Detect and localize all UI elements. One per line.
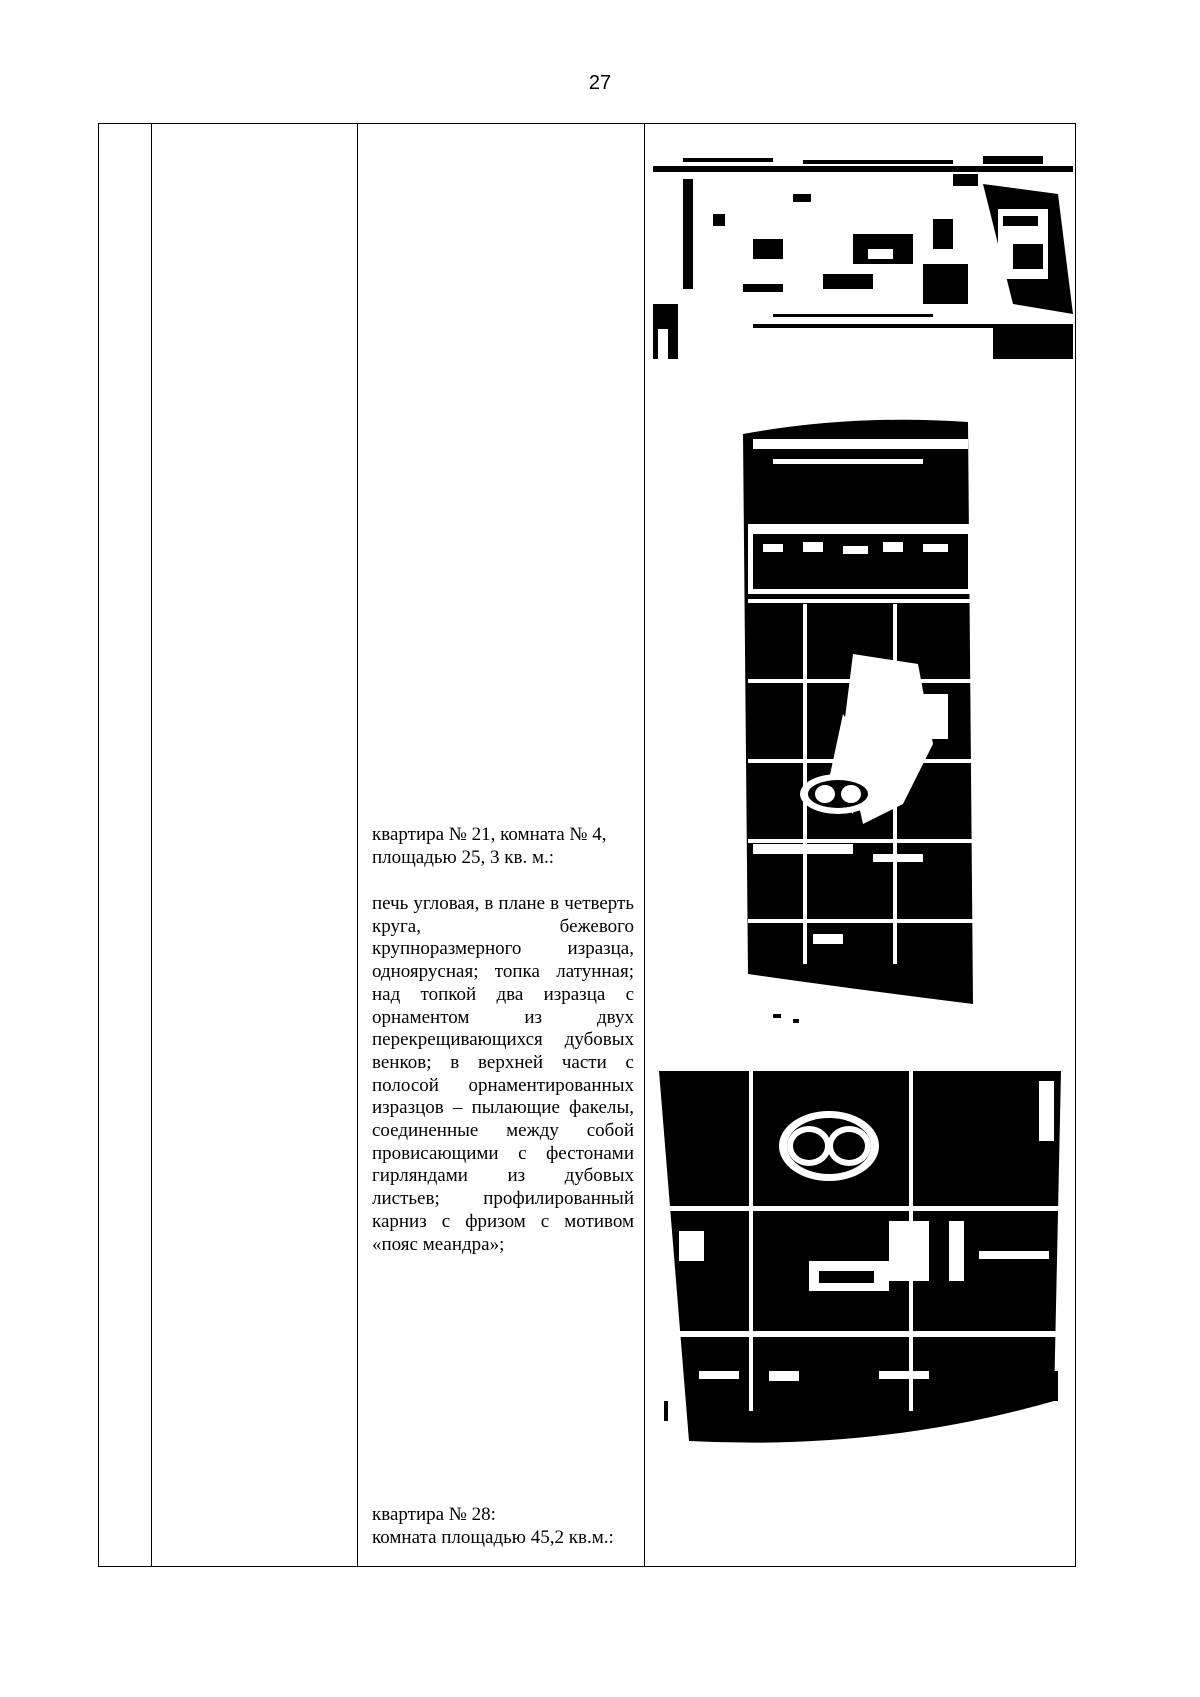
room-area: комната площадью 45,2 кв.м.: [372,1526,614,1548]
page-number: 27 [588,72,612,94]
object-name-cell [152,124,358,1567]
apartment-28-title: квартира № 28: [372,1504,496,1525]
stove-description: печь угловая, в плане в четверть круга, бежевого крупноразмерного изразца, одноярусная; топка латунная; над топкой два изразца с орнаментом из двух перекрещивающихся дубовых венков; в верхней части с полосой орнаментированных изразцов – пылающие факелы, соединенные между собой провисающими с фестонами гирляндами из дубовых листьев; профилированный карниз с фризом с мотивом «пояс меандра»; [372,893,634,1255]
number-cell [99,124,152,1567]
apartment-28-heading [372,1504,634,1549]
description-cell [358,124,645,1567]
apartment-21-heading: квартира № 21, комната № 4, площадью 25, 3 кв. м.: [372,824,607,868]
ceiling-photo [653,154,1073,359]
document-table [98,123,1076,1567]
stove-full-photo [733,414,981,1040]
table-row [99,124,1076,1567]
stove-detail-photo [659,1071,1061,1457]
photo-cell [645,124,1076,1567]
